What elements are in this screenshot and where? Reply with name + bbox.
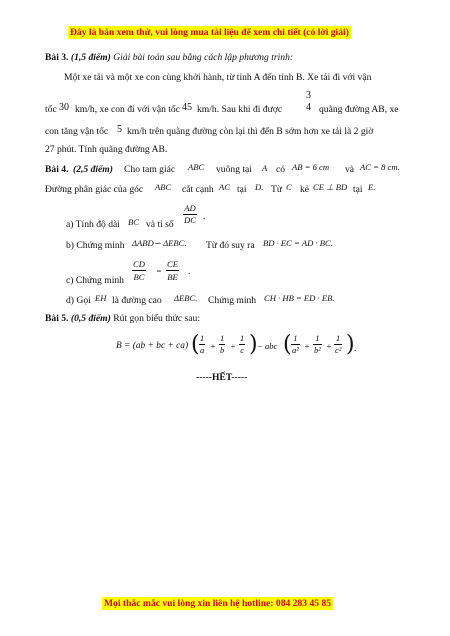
preview-banner: Đây là bản xem thử, vui lòng mua tài liệu để xem chi tiết (có lời giải) [70, 27, 349, 38]
bai4-qb-text: b) Chứng minh [66, 240, 125, 251]
fraction-1-b [219, 333, 225, 356]
left-paren: ( [191, 332, 200, 357]
fraction-numerator: 1 [313, 333, 322, 345]
bai4-qb-text: Từ đó suy ra [206, 240, 255, 251]
bai4-text: tại [353, 184, 363, 195]
fraction-1-c [239, 333, 245, 356]
fraction-1-c2 [334, 333, 342, 356]
bai3-title: Bài 3. [45, 52, 69, 63]
fraction-numerator: CD [133, 259, 145, 269]
plus-sign: + [210, 341, 216, 351]
bai3-text: quãng đường AB, xe [319, 104, 399, 115]
fraction-denominator: BC [133, 272, 145, 282]
fraction-numerator: 3 [306, 90, 311, 101]
fraction-numerator: 1 [240, 333, 245, 343]
math-similarity: ΔABD∽ ΔEBC. [132, 238, 187, 248]
fraction-denominator: a² [292, 345, 299, 355]
bai3-line3 [45, 124, 415, 138]
fraction-denominator: DC [184, 215, 196, 225]
math-perp: CE ⊥ BD [313, 182, 348, 192]
bai4-text: Cho tam giác [124, 164, 176, 175]
bai4-qb [66, 238, 366, 252]
end-marker: -----HẾT----- [196, 372, 248, 383]
fraction-numerator: 1 [291, 333, 300, 345]
bai3-instruction: Giải bài toán sau bằng cách lập phương trình: [113, 52, 294, 63]
bai4-qd-text: là đường cao [112, 295, 162, 306]
math-bc: BC [128, 217, 139, 227]
bai4-qa-text: a) Tính độ dài [66, 219, 120, 230]
fraction-numerator: 1 [220, 333, 225, 343]
bai4-text: Từ [271, 184, 283, 195]
fraction-denominator: b² [314, 345, 321, 355]
bai3-line2 [45, 90, 415, 124]
fraction-1-a [199, 333, 205, 356]
math-equation: BD · EC = AD · BC. [263, 238, 333, 248]
math-ac: AC [219, 182, 230, 192]
bai4-text: cắt cạnh [182, 184, 214, 195]
bai4-qd-text: Chứng minh [208, 295, 257, 306]
fraction-numerator: CE [167, 259, 178, 269]
bai5-heading [45, 313, 200, 324]
bai4-text: kẻ [300, 184, 310, 195]
math-c: C [286, 182, 292, 192]
plus-sign: + [304, 341, 310, 351]
period: . [188, 266, 191, 277]
expression-lhs: B = (ab + bc + ca) [116, 341, 189, 351]
bai4-qd [66, 293, 366, 307]
bai4-text: tại [237, 184, 247, 195]
speed-truck: 30 [59, 102, 69, 113]
fraction-numerator: 1 [200, 333, 205, 343]
bai4-qd-text: d) Gọi [66, 295, 91, 306]
math-abc: ABC [155, 182, 172, 192]
bai4-text: vuông tại [216, 164, 252, 175]
right-paren: ) [249, 332, 258, 357]
bai3-line1: Một xe tải và một xe con cùng khởi hành, từ tỉnh A đến tỉnh B. Xe tải đi với vận [64, 72, 372, 83]
bai4-text: Đường phân giác của góc [45, 184, 144, 195]
math-abc: ABC [188, 162, 205, 172]
bai3-points: (1,5 điểm) [70, 52, 111, 63]
fraction-denominator: c² [335, 345, 342, 355]
fraction-ad-dc [183, 203, 197, 226]
math-ab: AB = 6 cm [292, 162, 330, 172]
fraction-denominator: BE [167, 272, 178, 282]
fraction-cd-bc [132, 258, 146, 283]
bai5-title: Bài 5. [45, 313, 69, 324]
bai3-text: km/h trên quãng đường còn lại thì đến B sớm hơn xe tải là 2 giờ [127, 126, 374, 137]
bai3-line4: 27 phút. Tính quãng đường AB. [45, 144, 168, 155]
fraction-3-4 [305, 90, 312, 114]
fraction-denominator: a [200, 345, 205, 355]
bai4-title: Bài 4. [45, 164, 69, 175]
bai3-text: tốc [45, 104, 57, 115]
bai5-instruction: Rút gọn biểu thức sau: [113, 313, 200, 324]
fraction-denominator: b [220, 345, 225, 355]
period: . [203, 211, 206, 222]
bai5-points: (0,5 điểm) [70, 313, 111, 324]
fraction-1-b2 [313, 333, 322, 356]
fraction-1-a2 [291, 333, 300, 356]
bai4-points: (2,5 điểm) [73, 164, 113, 175]
bai4-text: và [345, 164, 355, 175]
fraction-numerator: 1 [334, 333, 342, 345]
hotline-footer: Mọi thắc mắc vui lòng xin liên hệ hotline: 084 283 45 85 [104, 598, 332, 609]
bai4-text: có [276, 164, 286, 175]
math-eh: EH [95, 293, 107, 303]
math-ac: AC = 8 cm. [360, 162, 400, 172]
bai3-heading [45, 52, 293, 63]
bai5-expression [116, 331, 346, 361]
plus-sign: + [326, 341, 332, 351]
equals-sign: = [156, 266, 162, 276]
bai3-text: km/h, xe con đi với vận tốc [75, 104, 180, 115]
fraction-ce-be [166, 258, 179, 283]
left-paren: ( [283, 332, 292, 357]
right-paren: ) [346, 332, 355, 357]
fraction-denominator: 4 [306, 102, 311, 113]
bai4-line2 [45, 182, 415, 198]
bai4-qc [66, 258, 266, 288]
fraction-numerator: AD [184, 203, 196, 213]
bai3-text: km/h. Sau khi đi được [197, 104, 283, 115]
bai4-qc-text: c) Chứng minh [66, 275, 124, 286]
bai3-text: con tăng vận tốc [45, 126, 109, 137]
fraction-denominator: c [240, 345, 245, 355]
speed-increase: 5 [117, 124, 122, 135]
expression-minus-abc: − abc [257, 341, 278, 351]
math-a: A [262, 163, 268, 173]
bai4-line1 [45, 162, 415, 178]
math-equation: CH · HB = ED · EB. [264, 293, 335, 303]
bai4-qa [66, 203, 266, 235]
speed-car: 45 [182, 102, 192, 113]
math-d: D. [255, 182, 264, 192]
period: . [354, 343, 357, 354]
math-e: E. [368, 182, 376, 192]
math-triangle: ΔEBC. [174, 293, 198, 303]
bai4-qa-text: và tỉ số [146, 219, 174, 230]
plus-sign: + [230, 341, 236, 351]
